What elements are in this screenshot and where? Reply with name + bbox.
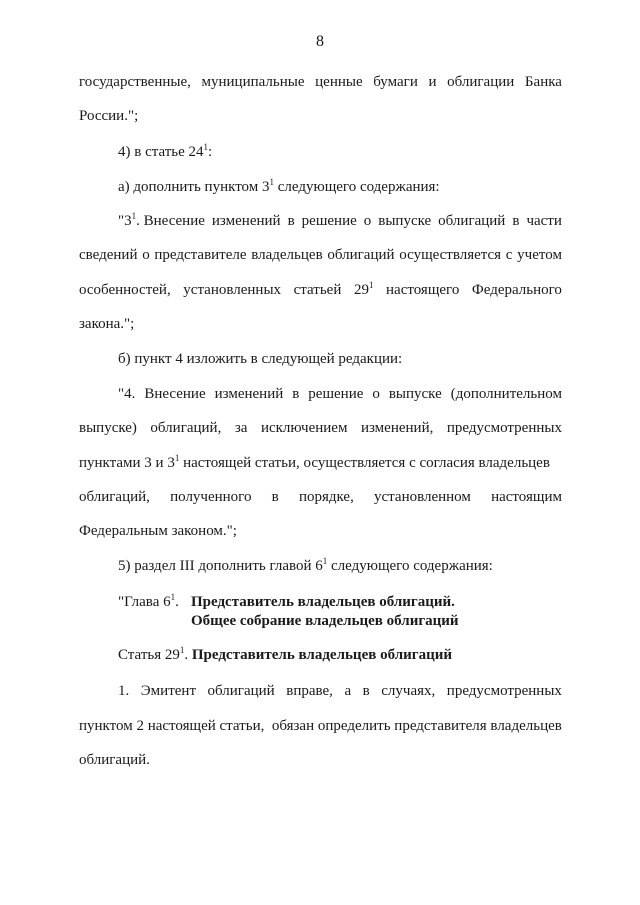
text-line-8: закона.";	[79, 316, 135, 332]
text-line-1: государственные, муниципальные ценные бумаги и облигации Банка	[79, 74, 562, 90]
text-line-11: выпуске) облигаций, за исключением изменений, предусмотренных	[79, 420, 562, 436]
text-line-6: сведений о представителе владельцев облигаций осуществляется с учетом	[79, 247, 562, 263]
text-line-19: 1. Эмитент облигаций вправе, а в случаях, предусмотренных	[118, 683, 562, 699]
subitem-b: б) пункт 4 изложить в следующей редакции:	[118, 351, 403, 367]
text-line-20: пунктом 2 настоящей статьи, обязан определить представителя владельцев	[79, 718, 562, 734]
chapter-title-line-2: Общее собрание владельцев облигаций	[191, 613, 459, 629]
text-line-21: облигаций.	[79, 752, 150, 768]
subitem-a: а) дополнить пунктом $3^1$ следующего содержания:	[118, 177, 440, 195]
text-line-13: облигаций, полученного в порядке, установленном настоящим	[79, 489, 562, 505]
text-line-10: "4. Внесение изменений в решение о выпуске (дополнительном	[118, 386, 562, 402]
text-line-12: пунктами 3 и $3^1$ настоящей статьи, осуществляется с согласия владельцев	[79, 453, 550, 471]
item-5-heading: 5) раздел III дополнить главой $6^1$ следующего содержания:	[118, 556, 493, 574]
text-line-2: России.";	[79, 108, 139, 124]
text-line-7: особенностей, установленных статьей $29^1$ настоящего Федерального	[79, 280, 562, 298]
article-title: Представитель владельцев облигаций	[191, 647, 452, 663]
chapter-title-line-1: Представитель владельцев облигаций.	[191, 594, 455, 610]
text-line-5: "$3^1$. Внесение изменений в решение о выпуске облигаций в части	[118, 211, 562, 229]
page-number: 8	[316, 33, 324, 50]
text-line-14: Федеральным законом.";	[79, 523, 237, 539]
article-heading: Статья $29^1$. Представитель владельцев облигаций	[118, 645, 452, 663]
item-4-heading: 4) в статье $24^1$:	[118, 142, 213, 160]
chapter-heading: "Глава $6^1$.	[118, 592, 179, 610]
